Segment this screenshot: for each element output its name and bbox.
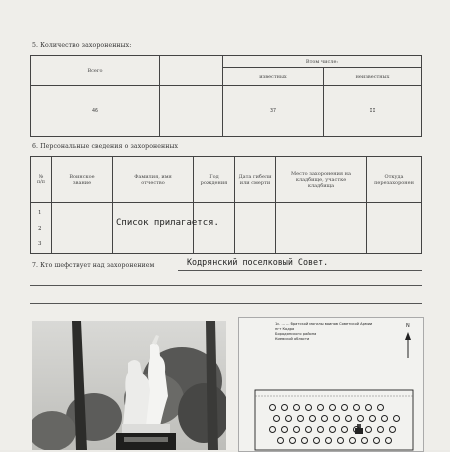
value-total: 46 <box>31 86 160 137</box>
grave-marker <box>393 415 400 422</box>
row-number-2: 2 <box>38 226 42 232</box>
row-cell <box>194 203 235 254</box>
col-burial-place: Место захоронения на кладбище, участке кладбища <box>276 157 367 203</box>
grave-marker <box>381 415 388 422</box>
blank-rule-1 <box>30 285 422 286</box>
north-label: N <box>406 323 410 329</box>
grave-marker <box>321 415 328 422</box>
row-cell <box>113 203 194 254</box>
grave-marker <box>365 404 372 411</box>
col-number: № п/п <box>31 157 52 203</box>
grave-marker <box>389 426 396 433</box>
grave-marker <box>281 426 288 433</box>
grave-marker <box>365 426 372 433</box>
monument-photo <box>32 321 226 450</box>
grave-marker <box>329 426 336 433</box>
map-caption-line-4: Киевской области <box>275 337 310 341</box>
monument-photo-image <box>32 321 226 450</box>
map-caption-line-1: 1с. ... ... братской могилы воинов Советской Армии <box>275 322 373 326</box>
grave-marker <box>325 437 332 444</box>
grave-marker <box>361 437 368 444</box>
grave-marker <box>341 426 348 433</box>
row-number-1: 1 <box>38 210 42 216</box>
grave-marker <box>313 437 320 444</box>
grave-marker <box>337 437 344 444</box>
row-number-3: 3 <box>38 241 42 247</box>
grave-marker <box>281 404 288 411</box>
section5-title: 5. Количество захороненных: <box>32 42 132 49</box>
grave-marker <box>301 437 308 444</box>
grave-marker <box>373 437 380 444</box>
grave-marker <box>293 426 300 433</box>
header-known: известных <box>223 68 324 86</box>
grave-marker <box>317 404 324 411</box>
grave-marker <box>305 404 312 411</box>
map-caption-line-2: пгт Кодра <box>275 327 295 331</box>
grave-marker <box>317 426 324 433</box>
header-total: Всего <box>31 56 160 86</box>
col-name: Фамилия, имя отчество <box>113 157 194 203</box>
grave-marker <box>353 426 360 433</box>
grave-marker <box>329 404 336 411</box>
row-cell <box>367 203 422 254</box>
patron-value: Кодрянский поселковый Совет. <box>187 257 329 267</box>
section6-title: 6. Персональные сведения о захороненных <box>32 143 179 150</box>
grave-marker <box>341 404 348 411</box>
grave-marker <box>269 404 276 411</box>
col-rank: Воинское звание <box>52 157 113 203</box>
col-reburied-from: Откуда перезахоронен <box>367 157 422 203</box>
section7-label: 7. Кто шефствует над захоронением <box>32 262 155 269</box>
value-blank <box>160 86 223 137</box>
grave-marker <box>353 404 360 411</box>
col-birth-year: Год рождения <box>194 157 235 203</box>
grave-marker <box>369 415 376 422</box>
row-cell <box>276 203 367 254</box>
grave-marker <box>357 415 364 422</box>
grave-marker <box>377 426 384 433</box>
grave-marker <box>285 415 292 422</box>
map-caption-line-3: Бородянского района <box>275 332 317 336</box>
grave-marker <box>377 404 384 411</box>
grave-markers <box>239 318 423 451</box>
grave-marker <box>273 415 280 422</box>
grave-marker <box>333 415 340 422</box>
grave-marker <box>305 426 312 433</box>
grave-marker <box>349 437 356 444</box>
blank-rule-2 <box>30 303 422 304</box>
burial-count-table <box>30 55 422 137</box>
row-cell <box>52 203 113 254</box>
list-attached-note: Список прилагается. <box>116 218 219 228</box>
grave-marker <box>309 415 316 422</box>
header-unknown: неизвестных <box>324 68 422 86</box>
grave-marker <box>345 415 352 422</box>
col-death-date: Дата гибели или смерти <box>235 157 276 203</box>
grave-marker <box>385 437 392 444</box>
row-cell <box>235 203 276 254</box>
grave-marker <box>293 404 300 411</box>
patron-underline <box>178 270 422 271</box>
grave-marker <box>297 415 304 422</box>
personal-info-table <box>30 156 422 254</box>
value-known: 37 <box>223 86 324 137</box>
site-plan-photo <box>238 317 424 452</box>
grave-marker <box>277 437 284 444</box>
value-unknown: II <box>324 86 422 137</box>
grave-marker <box>269 426 276 433</box>
header-including: Втом числе: <box>223 56 422 68</box>
grave-marker <box>289 437 296 444</box>
header-blank <box>160 56 223 86</box>
